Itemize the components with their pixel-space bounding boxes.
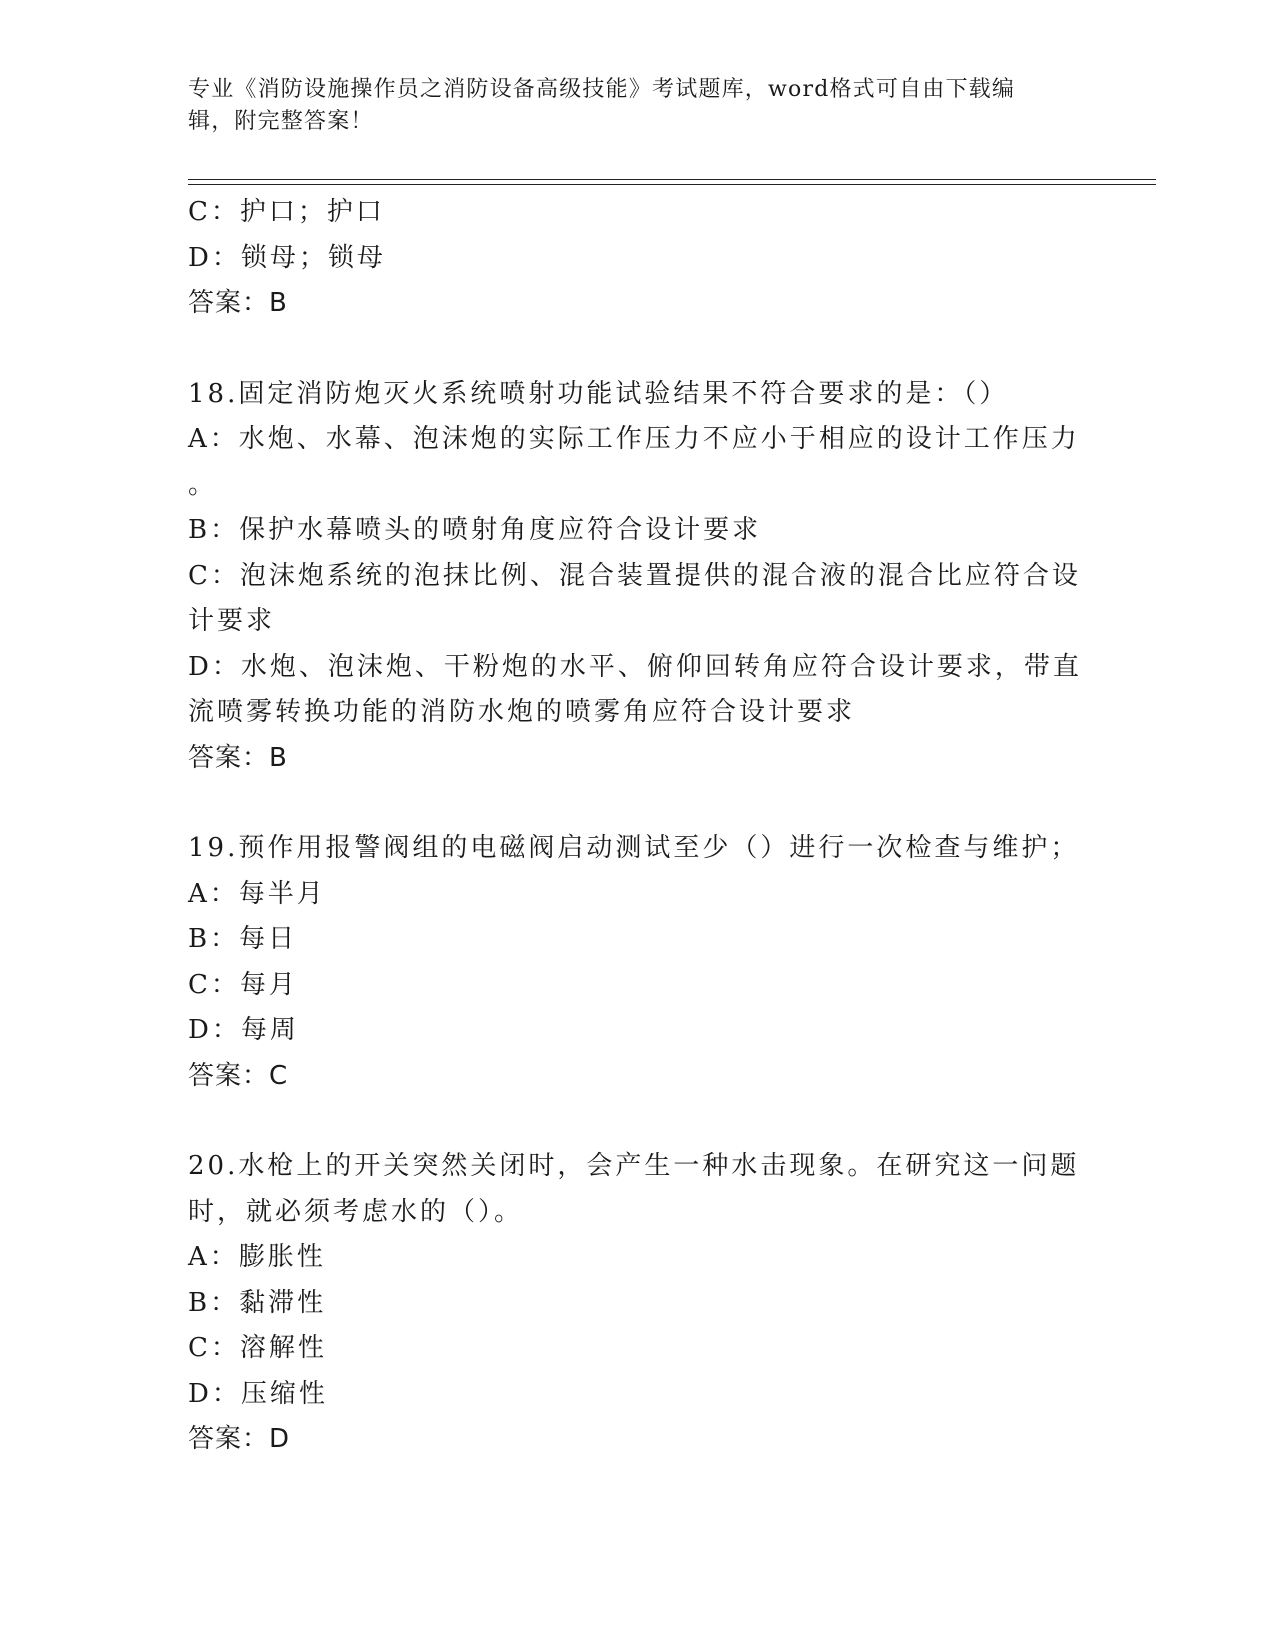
option-a: A：每半月	[188, 878, 326, 909]
question-list	[188, 190, 1088, 1463]
option-c: C：泡沫炮系统的泡抹比例、混合装置提供的混合液的混合比应符合设	[188, 560, 1081, 591]
option-d: D：水炮、泡沫炮、干粉炮的水平、俯仰回转角应符合设计要求，带直	[188, 651, 1082, 682]
option-d-continued: 流喷雾转换功能的消防水炮的喷雾角应符合设计要求	[188, 697, 856, 727]
option-a: A：膨胀性	[188, 1242, 326, 1272]
option-c: C：每月	[188, 969, 298, 1000]
question-stem: 20.水枪上的开关突然关闭时，会产生一种水击现象。在研究这一问题	[188, 1151, 1080, 1181]
option-a-continued: 。	[188, 469, 218, 500]
answer-line: 答案：B	[188, 742, 288, 773]
option-a: A：水炮、水幕、泡沫炮的实际工作压力不应小于相应的设计工作压力	[188, 424, 1080, 454]
answer-line: 答案：D	[188, 1424, 291, 1454]
question-spacer	[188, 327, 1088, 372]
header-line-1: 专业《消防设施操作员之消防设备高级技能》考试题库，word格式可自由下载编	[188, 77, 1016, 102]
header-divider-bottom	[188, 184, 1156, 185]
header-line-2: 辑，附完整答案！	[188, 109, 374, 134]
question-stem-continued: 时，就必须考虑水的（）。	[188, 1196, 524, 1227]
page-header	[188, 74, 1088, 138]
header-divider-top	[188, 179, 1156, 180]
question-spacer	[188, 1099, 1088, 1144]
option-b: B：每日	[188, 924, 298, 954]
question-stem: 18.固定消防炮灭火系统喷射功能试验结果不符合要求的是：（）	[188, 378, 1009, 409]
option-c-continued: 计要求	[188, 606, 276, 636]
answer-line: 答案：C	[188, 1060, 289, 1091]
option-c: C：溶解性	[188, 1333, 327, 1363]
option-d: D：压缩性	[188, 1378, 328, 1409]
question-spacer	[188, 781, 1088, 826]
option-d: D：每周	[188, 1015, 299, 1045]
question-stem: 19.预作用报警阀组的电磁阀启动测试至少（）进行一次检查与维护；	[188, 833, 1080, 863]
option-c: C：护口；护口	[188, 197, 385, 227]
question-20	[188, 1144, 1088, 1463]
question-18	[188, 372, 1088, 782]
option-d: D：锁母；锁母	[188, 242, 386, 273]
option-b: B：黏滞性	[188, 1287, 327, 1318]
option-b: B：保护水幕喷头的喷射角度应符合设计要求	[188, 515, 762, 545]
answer-line: 答案：B	[188, 288, 288, 318]
question-17-tail	[188, 190, 1088, 327]
question-19	[188, 826, 1088, 1099]
